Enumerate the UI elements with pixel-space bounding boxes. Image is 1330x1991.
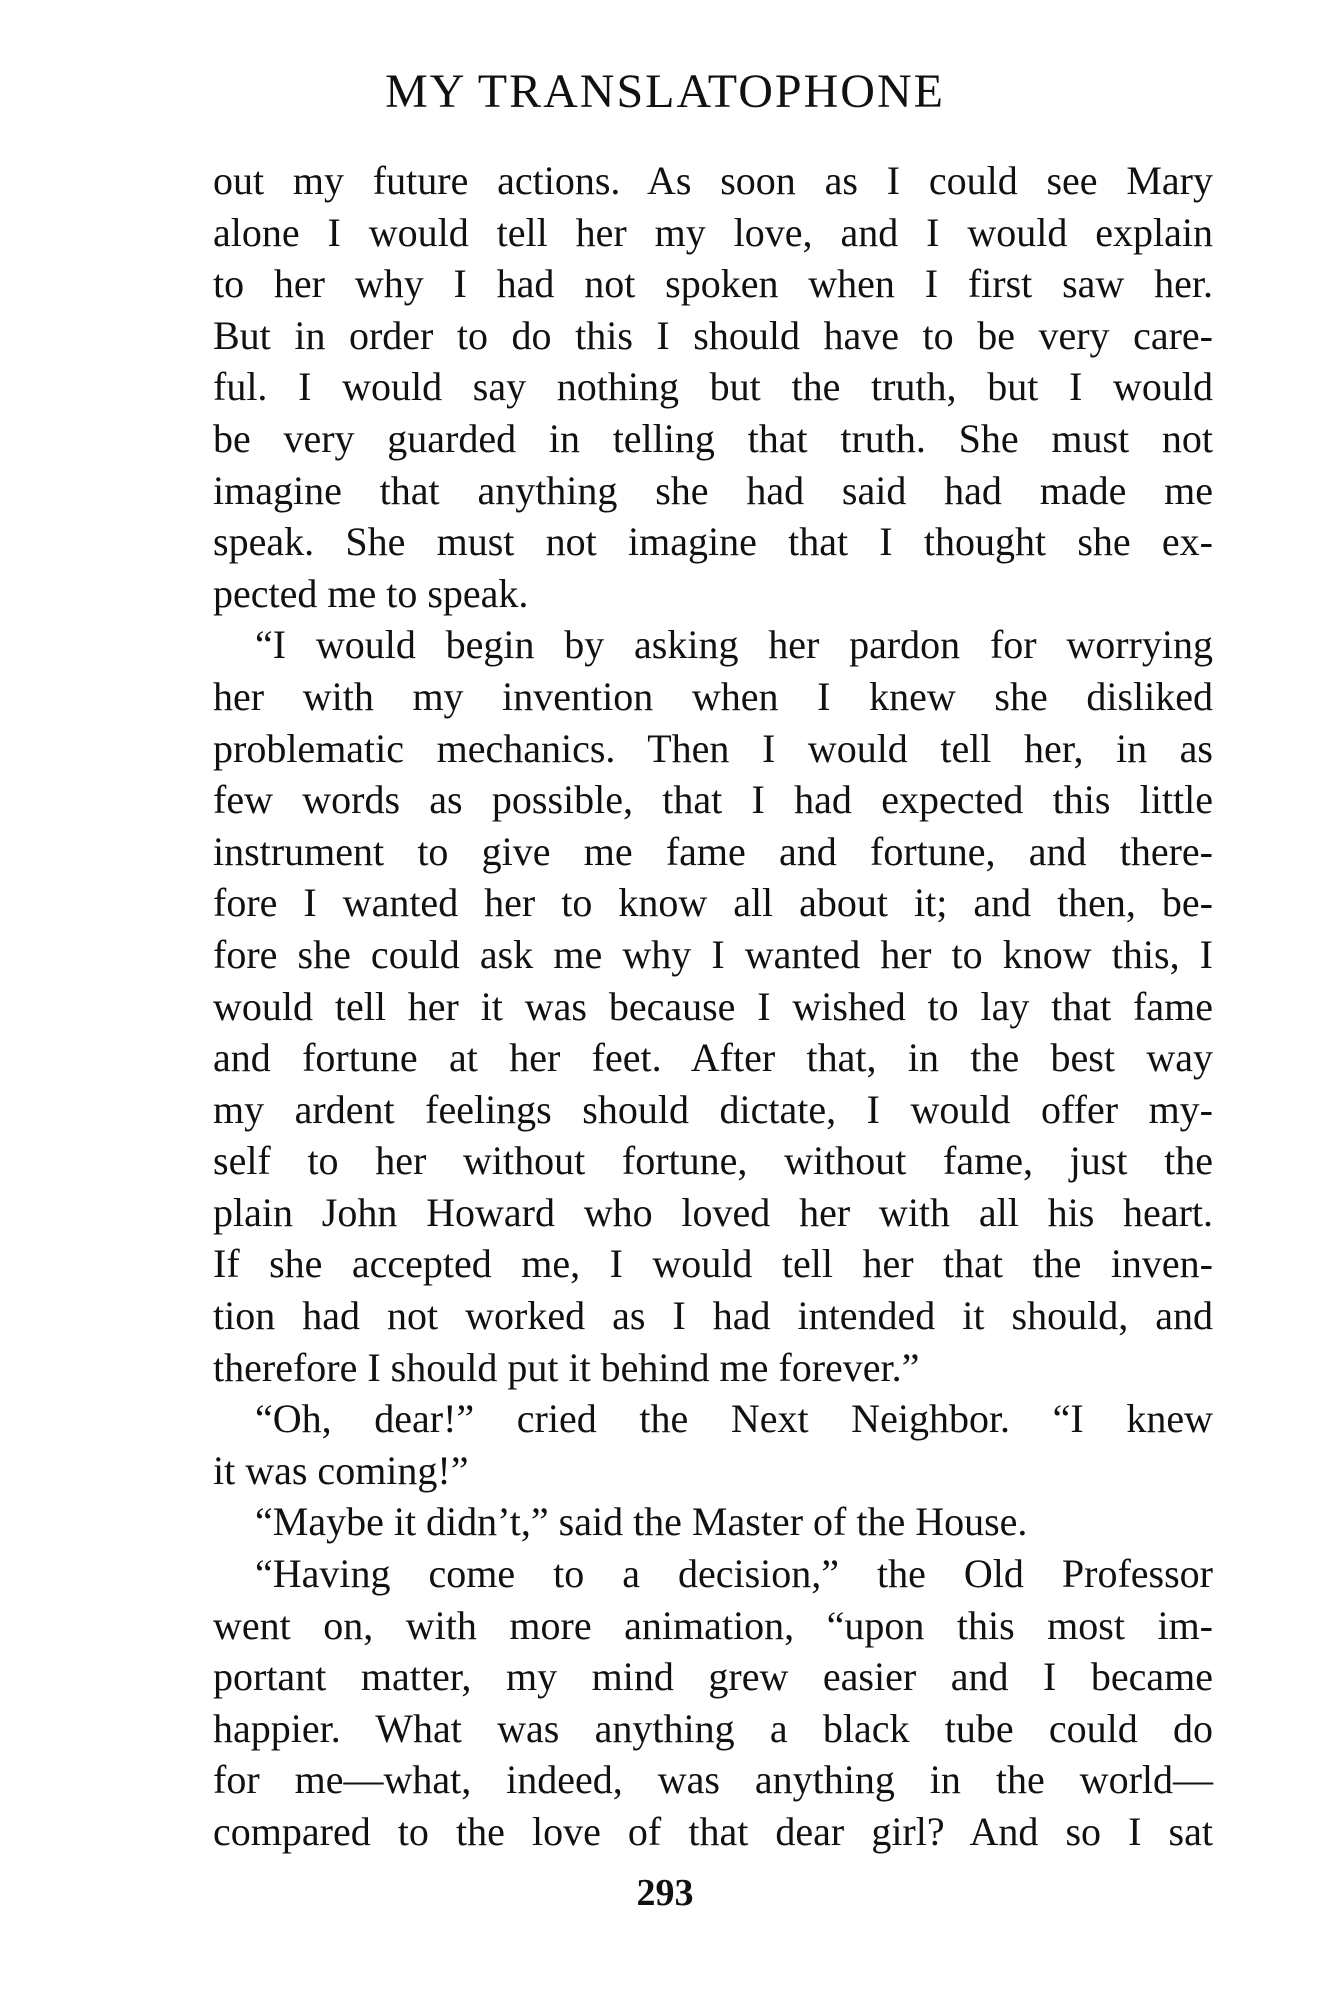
text-line: therefore I should put it behind me forever.” bbox=[213, 1344, 920, 1390]
text-line: her with my invention when I knew she disliked bbox=[213, 673, 1213, 719]
text-line: “I would begin by asking her pardon for worrying bbox=[255, 622, 1213, 668]
body-text bbox=[213, 155, 1213, 1858]
text-line: would tell her it was because I wished to lay that fame bbox=[213, 983, 1213, 1029]
text-line: fore she could ask me why I wanted her to know this, I bbox=[213, 931, 1213, 977]
text-line: my ardent feelings should dictate, I would offer my- bbox=[213, 1086, 1213, 1132]
text-line: “Oh, dear!” cried the Next Neighbor. “I knew bbox=[255, 1396, 1213, 1442]
text-line: pected me to speak. bbox=[213, 570, 529, 616]
text-line: out my future actions. As soon as I could see Mary bbox=[213, 158, 1213, 203]
text-line: compared to the love of that dear girl? And so I sat bbox=[213, 1809, 1213, 1854]
text-line: If she accepted me, I would tell her that the inven- bbox=[213, 1241, 1213, 1287]
text-line: and fortune at her feet. After that, in the best way bbox=[213, 1035, 1213, 1081]
text-line: went on, with more animation, “upon this most im- bbox=[213, 1602, 1213, 1648]
text-line: tion had not worked as I had intended it should, and bbox=[213, 1293, 1213, 1339]
text-line: instrument to give me fame and fortune, and there- bbox=[213, 828, 1213, 874]
text-line: ful. I would say nothing but the truth, but I would bbox=[213, 364, 1213, 410]
text-line: be very guarded in telling that truth. She must not bbox=[213, 415, 1213, 461]
text-line: plain John Howard who loved her with all his heart. bbox=[213, 1189, 1213, 1235]
text-line: for me—what, indeed, was anything in the world— bbox=[213, 1757, 1213, 1803]
text-line: fore I wanted her to know all about it; and then, be- bbox=[213, 880, 1213, 926]
text-line: few words as possible, that I had expected this little bbox=[213, 777, 1213, 823]
text-line: speak. She must not imagine that I thought she ex- bbox=[213, 519, 1213, 565]
text-line: portant matter, my mind grew easier and I became bbox=[213, 1654, 1213, 1700]
text-line: alone I would tell her my love, and I would explain bbox=[213, 209, 1213, 255]
text-line: it was coming!” bbox=[213, 1447, 469, 1493]
running-head: MY TRANSLATOPHONE bbox=[385, 65, 945, 118]
text-line: self to her without fortune, without fame, just the bbox=[213, 1138, 1213, 1184]
text-line: to her why I had not spoken when I first saw her. bbox=[213, 261, 1213, 307]
text-line: happier. What was anything a black tube could do bbox=[213, 1705, 1213, 1751]
text-line: But in order to do this I should have to be very care- bbox=[213, 312, 1213, 358]
text-line: “Maybe it didn’t,” said the Master of the House. bbox=[255, 1499, 1028, 1545]
text-line: imagine that anything she had said had made me bbox=[213, 467, 1213, 513]
text-line: problematic mechanics. Then I would tell her, in as bbox=[213, 725, 1213, 771]
text-line: “Having come to a decision,” the Old Professor bbox=[255, 1551, 1213, 1597]
page-number: 293 bbox=[636, 1872, 694, 1914]
